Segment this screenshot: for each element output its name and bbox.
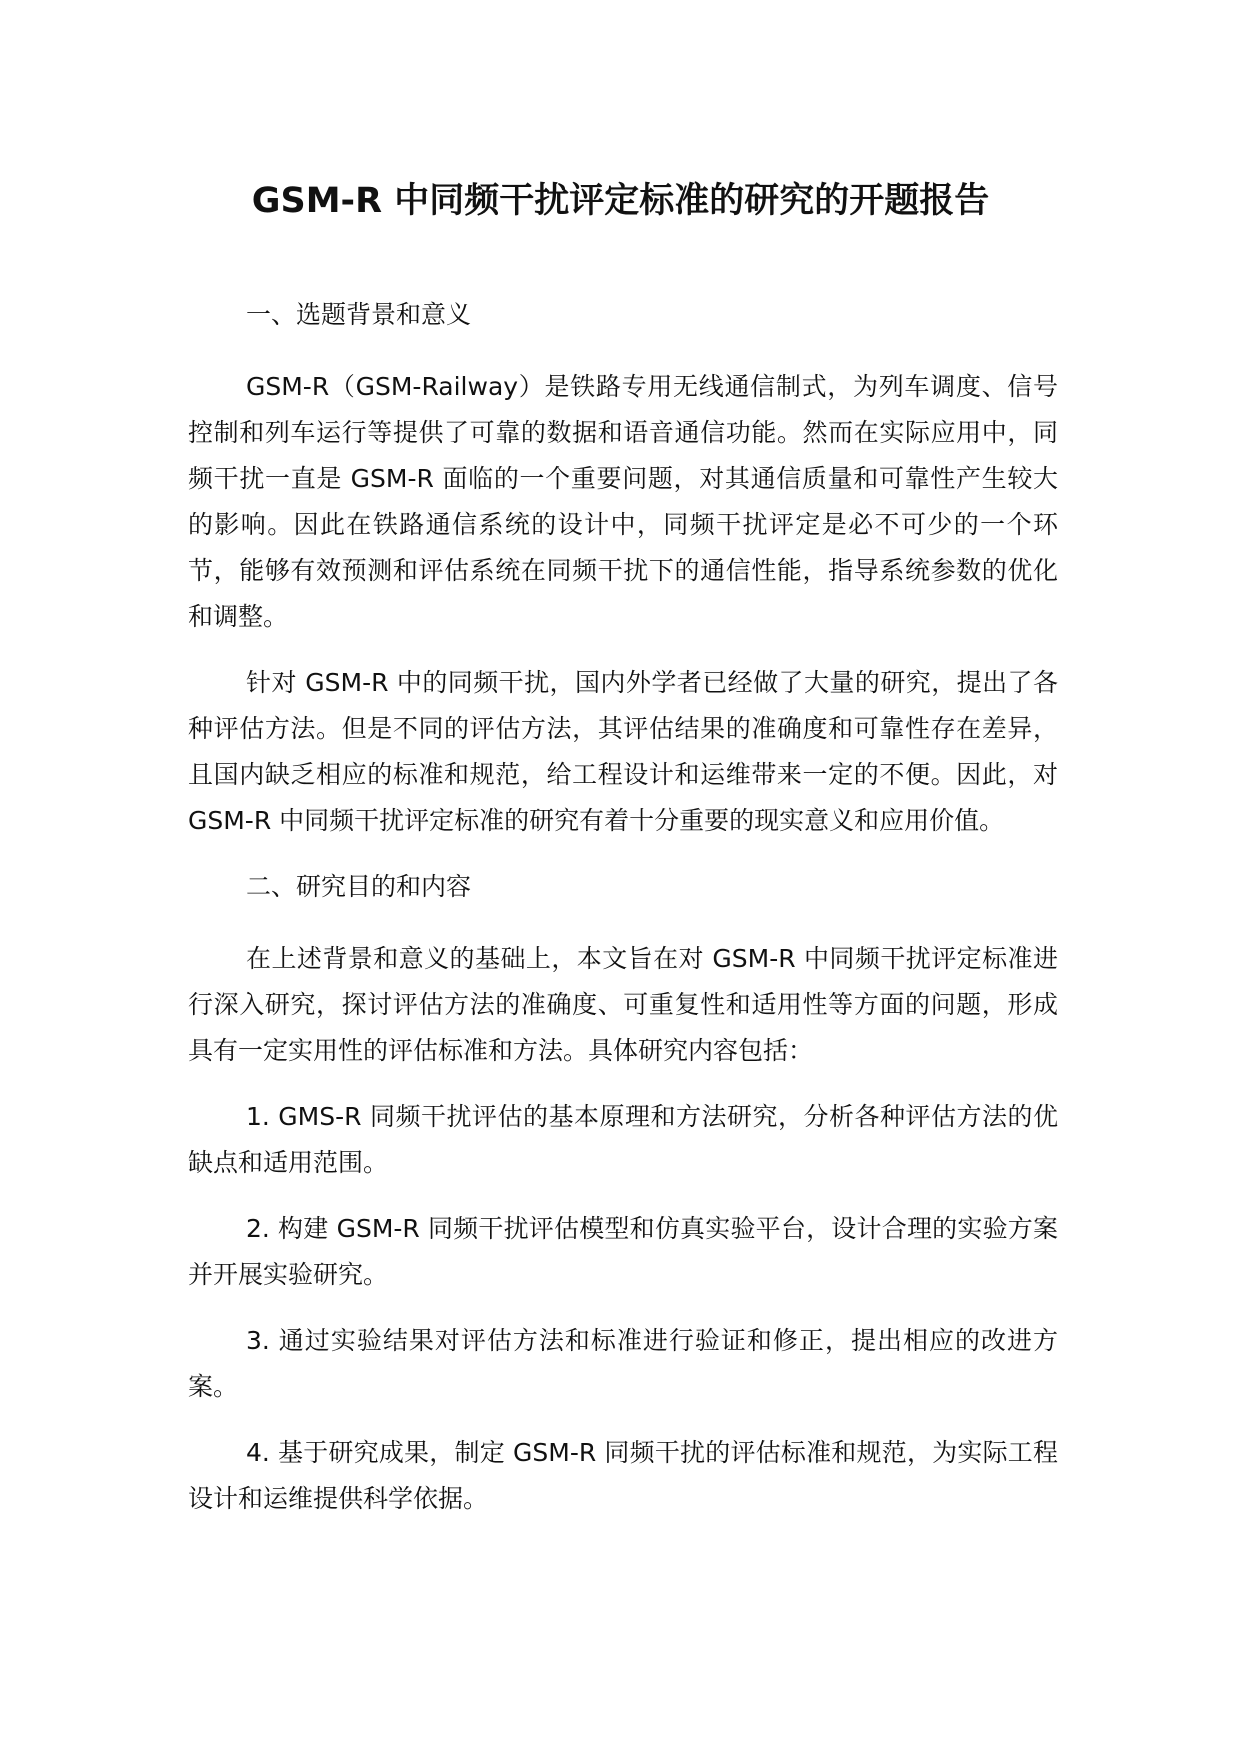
list-item: 4. 基于研究成果，制定 GSM-R 同频干扰的评估标准和规范，为实际工程设计和运维提供科学依据。 <box>188 1438 1058 1513</box>
paragraph-research-status: 针对 GSM-R 中的同频干扰，国内外学者已经做了大量的研究，提出了各种评估方法。但是不同的评估方法，其评估结果的准确度和可靠性存在差异，且国内缺乏相应的标准和规范，给工程设计和运维带来一定的不便。因此，对 GSM-R 中同频干扰评定标准的研究有着十分重要的现实意义和应用价值。 <box>188 668 1058 835</box>
section-heading-background: 一、选题背景和意义 <box>246 300 472 329</box>
list-item: 2. 构建 GSM-R 同频干扰评估模型和仿真实验平台，设计合理的实验方案并开展实验研究。 <box>188 1214 1058 1289</box>
document-title: GSM-R 中同频干扰评定标准的研究的开题报告 <box>251 181 990 221</box>
document-body <box>188 292 1058 1542</box>
paragraph-objectives-intro: 在上述背景和意义的基础上，本文旨在对 GSM-R 中同频干扰评定标准进行深入研究，探讨评估方法的准确度、可重复性和适用性等方面的问题，形成具有一定实用性的评估标准和方法。具体研究内容包括： <box>188 944 1058 1065</box>
paragraph-gsmr-overview: GSM-R（GSM-Railway）是铁路专用无线通信制式，为列车调度、信号控制和列车运行等提供了可靠的数据和语音通信功能。然而在实际应用中，同频干扰一直是 GSM-R 面临的一个重要问题，对其通信质量和可靠性产生较大的影响。因此在铁路通信系统的设计中，同频干扰评定是必不可少的一个环节，能够有效预测和评估系统在同频干扰下的通信性能，指导系统参数的优化和调整。 <box>188 372 1058 631</box>
list-item: 3. 通过实验结果对评估方法和标准进行验证和修正，提出相应的改进方案。 <box>188 1326 1058 1401</box>
section-heading-objectives: 二、研究目的和内容 <box>246 872 472 901</box>
list-item: 1. GMS-R 同频干扰评估的基本原理和方法研究，分析各种评估方法的优缺点和适用范围。 <box>188 1102 1058 1177</box>
